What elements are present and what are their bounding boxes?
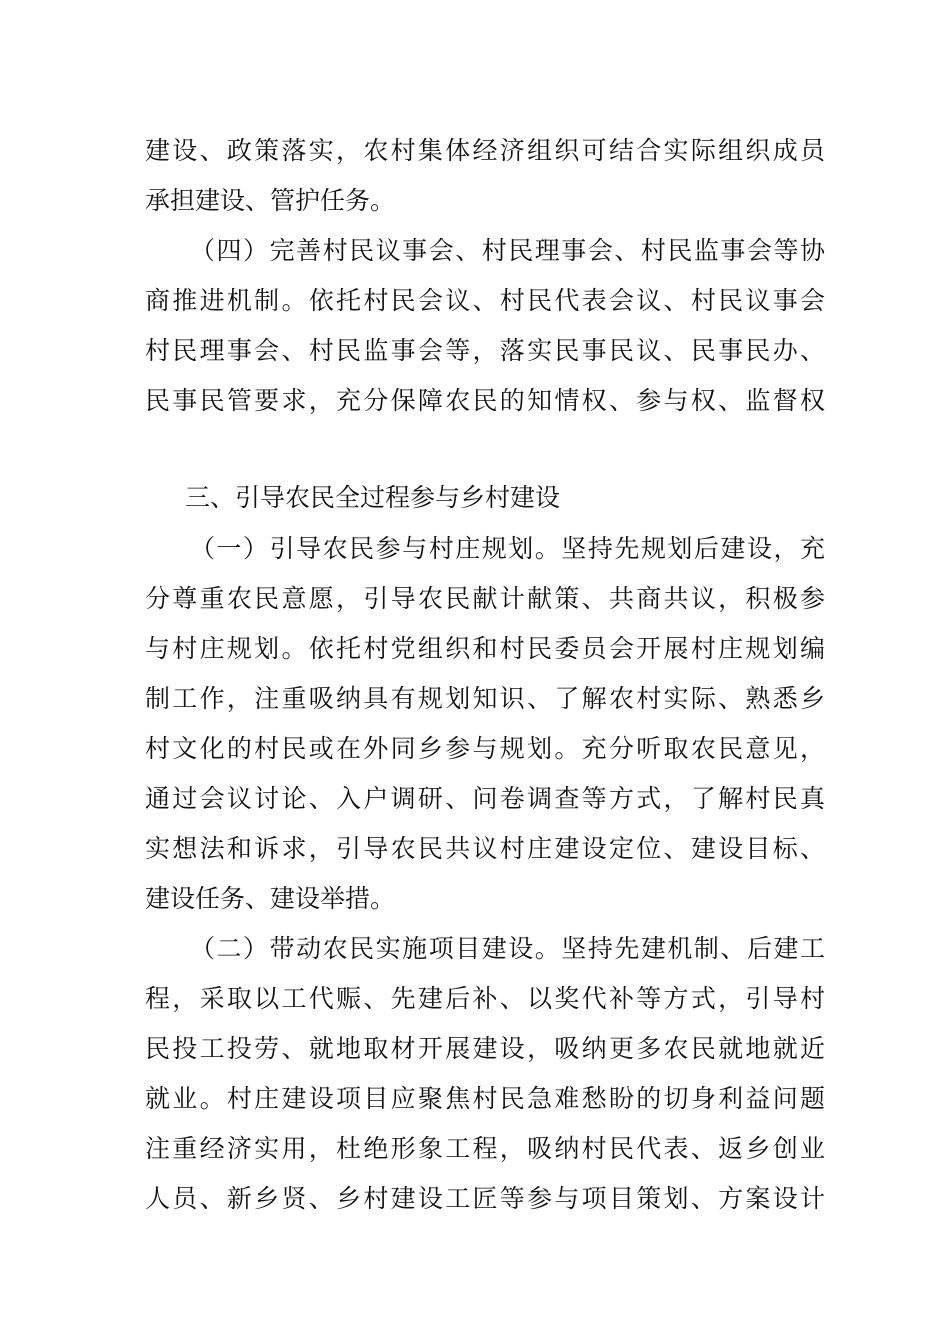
text-line: 建设任务、建设举措。 <box>145 884 396 913</box>
text-line: 分尊重农民意愿，引导农民献计献策、共商共议，积极参 <box>145 584 825 613</box>
text-line: 就业。村庄建设项目应聚焦村民急难愁盼的切身利益问题 <box>145 1084 825 1113</box>
text-line: 实想法和诉求，引导农民共议村庄建设定位、建设目标、 <box>145 834 825 863</box>
text-line: 民投工投劳、就地取材开展建设，吸纳更多农民就地就近 <box>145 1034 825 1063</box>
section-heading: 三、引导农民全过程参与乡村建设 <box>185 483 561 512</box>
text-line: 承担建设、管护任务。 <box>145 186 396 215</box>
text-line: 村文化的村民或在外同乡参与规划。充分听取农民意见， <box>145 734 825 763</box>
paragraph-start-line: （一）引导农民参与村庄规划。坚持先规划后建设，充 <box>190 534 825 563</box>
text-line: 人员、新乡贤、乡村建设工匠等参与项目策划、方案设计 <box>145 1184 825 1213</box>
text-line: 注重经济实用，杜绝形象工程，吸纳村民代表、返乡创业 <box>145 1134 825 1163</box>
paragraph-start-line: （二）带动农民实施项目建设。坚持先建机制、后建工 <box>190 934 825 963</box>
text-line: 程，采取以工代赈、先建后补、以奖代补等方式，引导村 <box>145 984 825 1013</box>
paragraph-start-line: （四）完善村民议事会、村民理事会、村民监事会等协 <box>190 236 825 265</box>
text-line: 商推进机制。依托村民会议、村民代表会议、村民议事会 <box>145 286 825 315</box>
text-line: 民事民管要求，充分保障农民的知情权、参与权、监督权 <box>145 386 825 415</box>
text-line: 制工作，注重吸纳具有规划知识、了解农村实际、熟悉乡 <box>145 684 825 713</box>
text-line: 通过会议讨论、入户调研、问卷调查等方式，了解村民真 <box>145 784 825 813</box>
text-line: 与村庄规划。依托村党组织和村民委员会开展村庄规划编 <box>145 634 825 663</box>
text-line: 建设、政策落实，农村集体经济组织可结合实际组织成员 <box>145 136 825 165</box>
text-line: 村民理事会、村民监事会等，落实民事民议、民事民办、 <box>145 336 825 365</box>
